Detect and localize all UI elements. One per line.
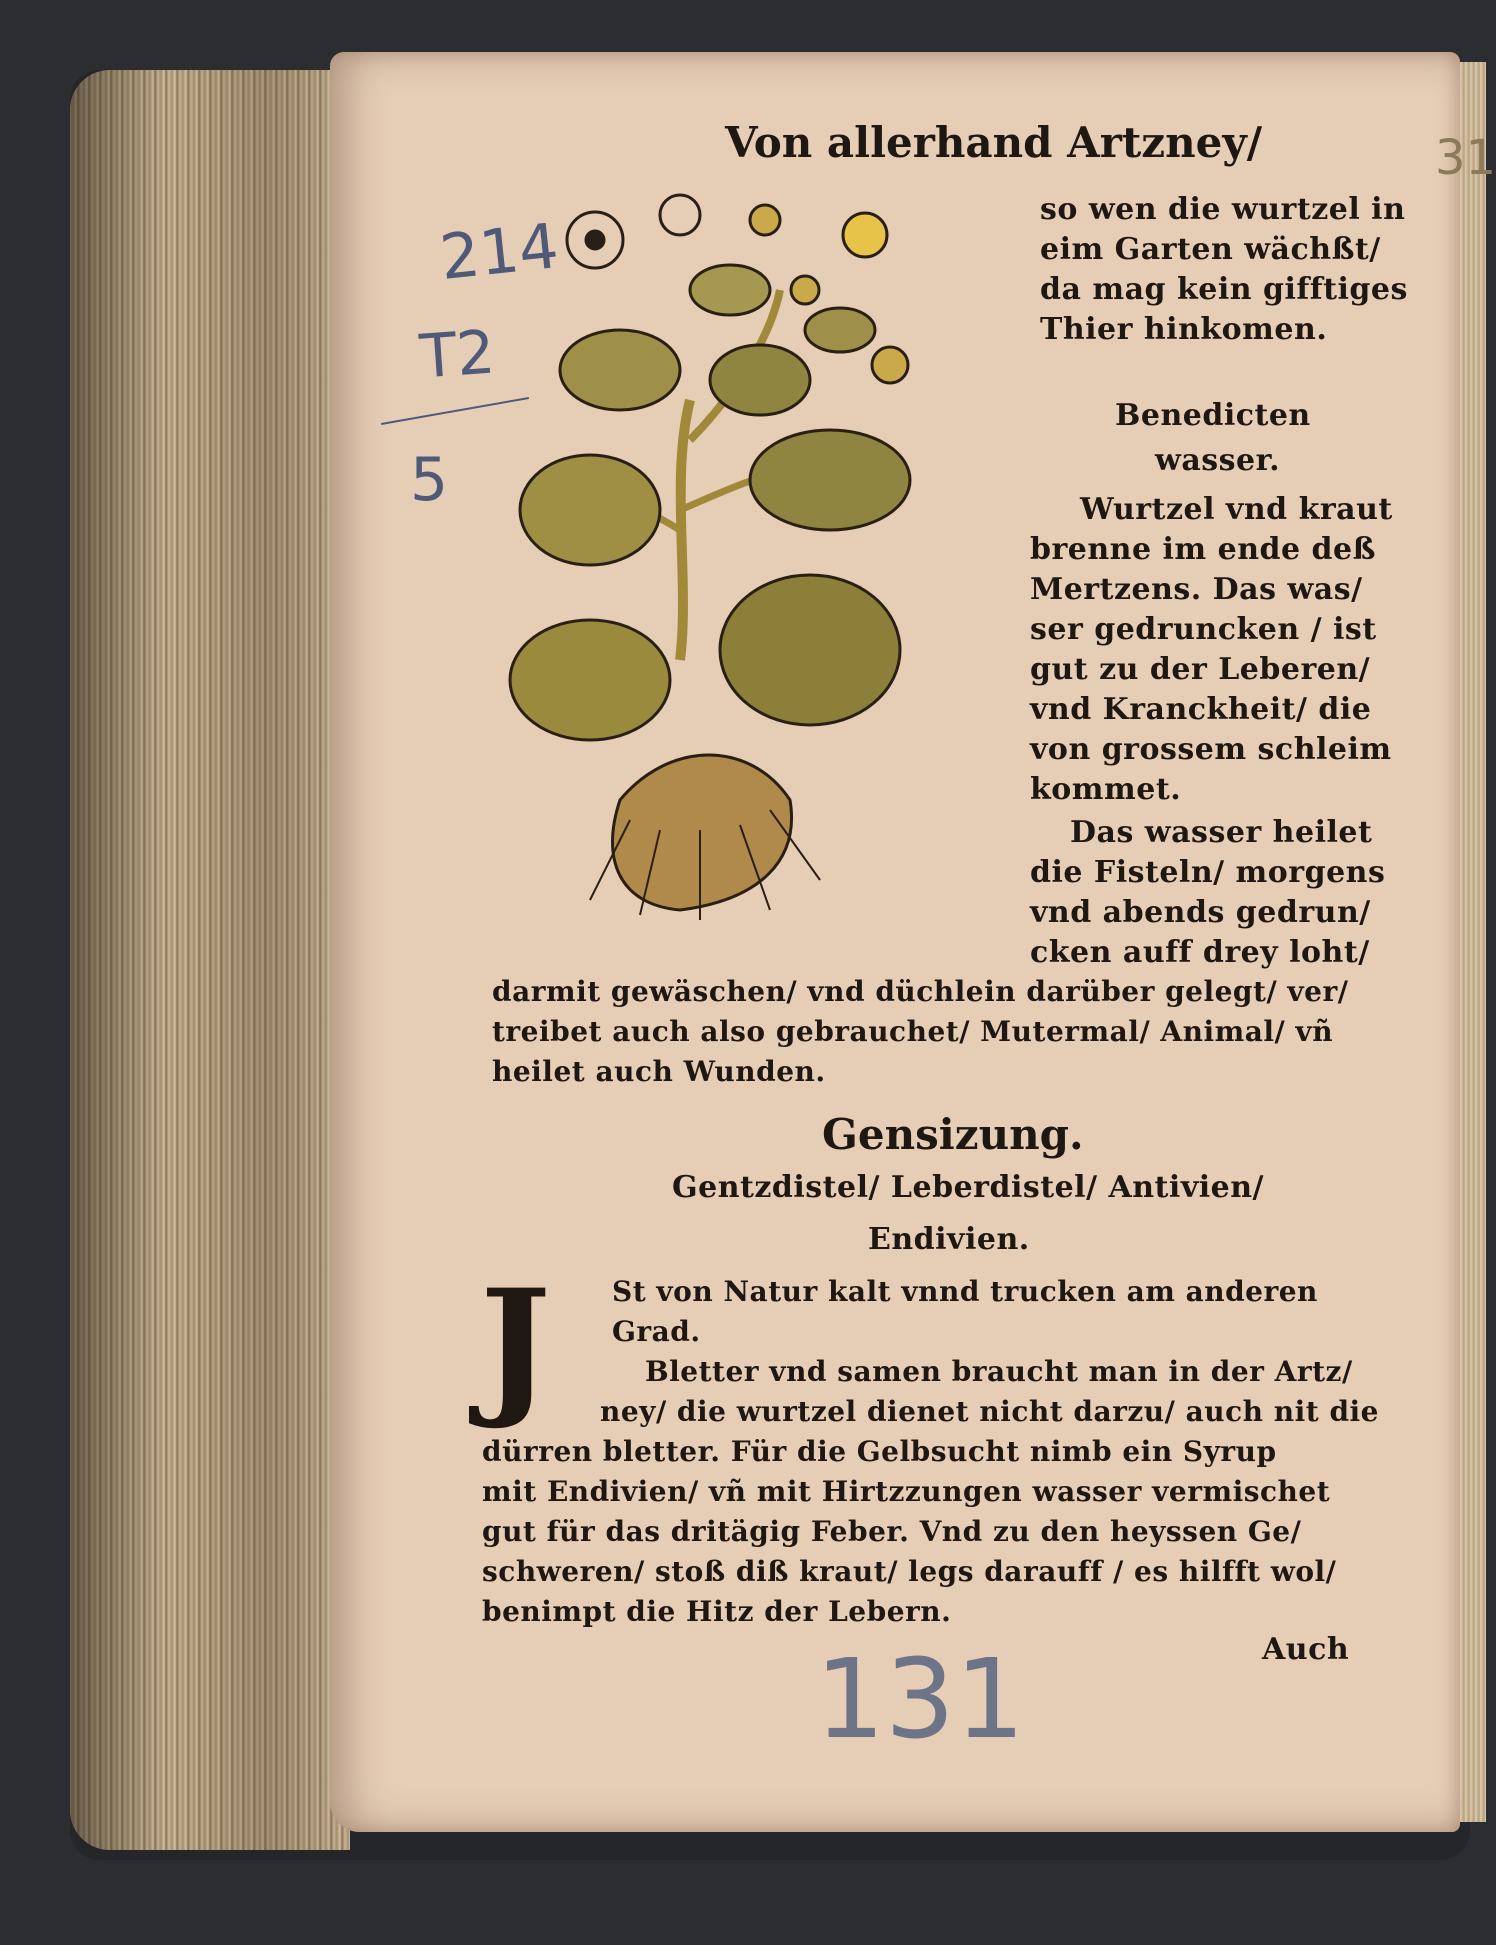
page-block-edges	[70, 70, 350, 1850]
text-line: vnd abends gedrun/	[1030, 895, 1371, 930]
section-title: Gensizung.	[822, 1110, 1084, 1159]
pencil-submark: T2	[417, 317, 498, 393]
text-line: von grossem schleim	[1030, 732, 1392, 767]
body-line: dürren bletter. Für die Gelbsucht nimb ein Syrup	[482, 1435, 1277, 1468]
catchword: Auch	[1262, 1632, 1350, 1667]
body-line: gut für das dritägig Feber. Vnd zu den heyssen Ge/	[482, 1515, 1302, 1548]
text-line: vnd Kranckheit/ die	[1030, 692, 1372, 727]
body-line: benimpt die Hitz der Lebern.	[482, 1595, 952, 1628]
text-line: da mag kein gifftiges	[1040, 272, 1408, 307]
section-subtitle: Endivien.	[868, 1222, 1030, 1257]
body-line: schweren/ stoß diß kraut/ legs darauff / es hilfft wol/	[482, 1555, 1337, 1588]
text-line: die Fisteln/ morgens	[1030, 855, 1386, 890]
section-subtitle: Gentzdistel/ Leberdistel/ Antivien/	[672, 1170, 1264, 1205]
text-line: so wen die wurtzel in	[1040, 192, 1406, 227]
text-line: Thier hinkomen.	[1040, 312, 1328, 347]
text-line: kommet.	[1030, 772, 1182, 807]
text-line: ser gedruncken / ist	[1030, 612, 1377, 647]
pencil-corner-number: 31	[1435, 130, 1496, 186]
body-line: Grad.	[612, 1315, 701, 1348]
running-head: Von allerhand Artzney/	[725, 118, 1263, 167]
text-line: Wurtzel vnd kraut	[1080, 492, 1393, 527]
subheading-line: wasser.	[1155, 443, 1281, 478]
text-line: gut zu der Leberen/	[1030, 652, 1371, 687]
text-line: Das wasser heilet	[1070, 815, 1373, 850]
text-line: cken auff drey loht/	[1030, 935, 1370, 970]
plant-woodcut-illustration	[530, 180, 1020, 930]
body-line: St von Natur kalt vnnd trucken am anderen	[612, 1275, 1318, 1308]
text-line: heilet auch Wunden.	[492, 1055, 826, 1088]
pencil-folio: 131	[815, 1635, 1025, 1763]
pencil-number: 5	[410, 445, 449, 515]
decorated-initial: J	[480, 1257, 551, 1433]
body-line: ney/ die wurtzel dienet nicht darzu/ auch nit die	[600, 1395, 1379, 1428]
text-line: darmit gewäschen/ vnd düchlein darüber gelegt/ ver/	[492, 975, 1349, 1008]
text-line: Mertzens. Das was/	[1030, 572, 1363, 607]
pencil-shelfmark: 214	[436, 209, 562, 294]
body-line: Bletter vnd samen braucht man in der Artz/	[645, 1355, 1353, 1388]
text-line: brenne im ende deß	[1030, 532, 1376, 567]
body-line: mit Endivien/ vñ mit Hirtzzungen wasser vermischet	[482, 1475, 1331, 1508]
text-line: treibet auch also gebrauchet/ Mutermal/ Animal/ vñ	[492, 1015, 1334, 1048]
text-line: eim Garten wächßt/	[1040, 232, 1381, 267]
subheading-line: Benedicten	[1115, 398, 1311, 433]
